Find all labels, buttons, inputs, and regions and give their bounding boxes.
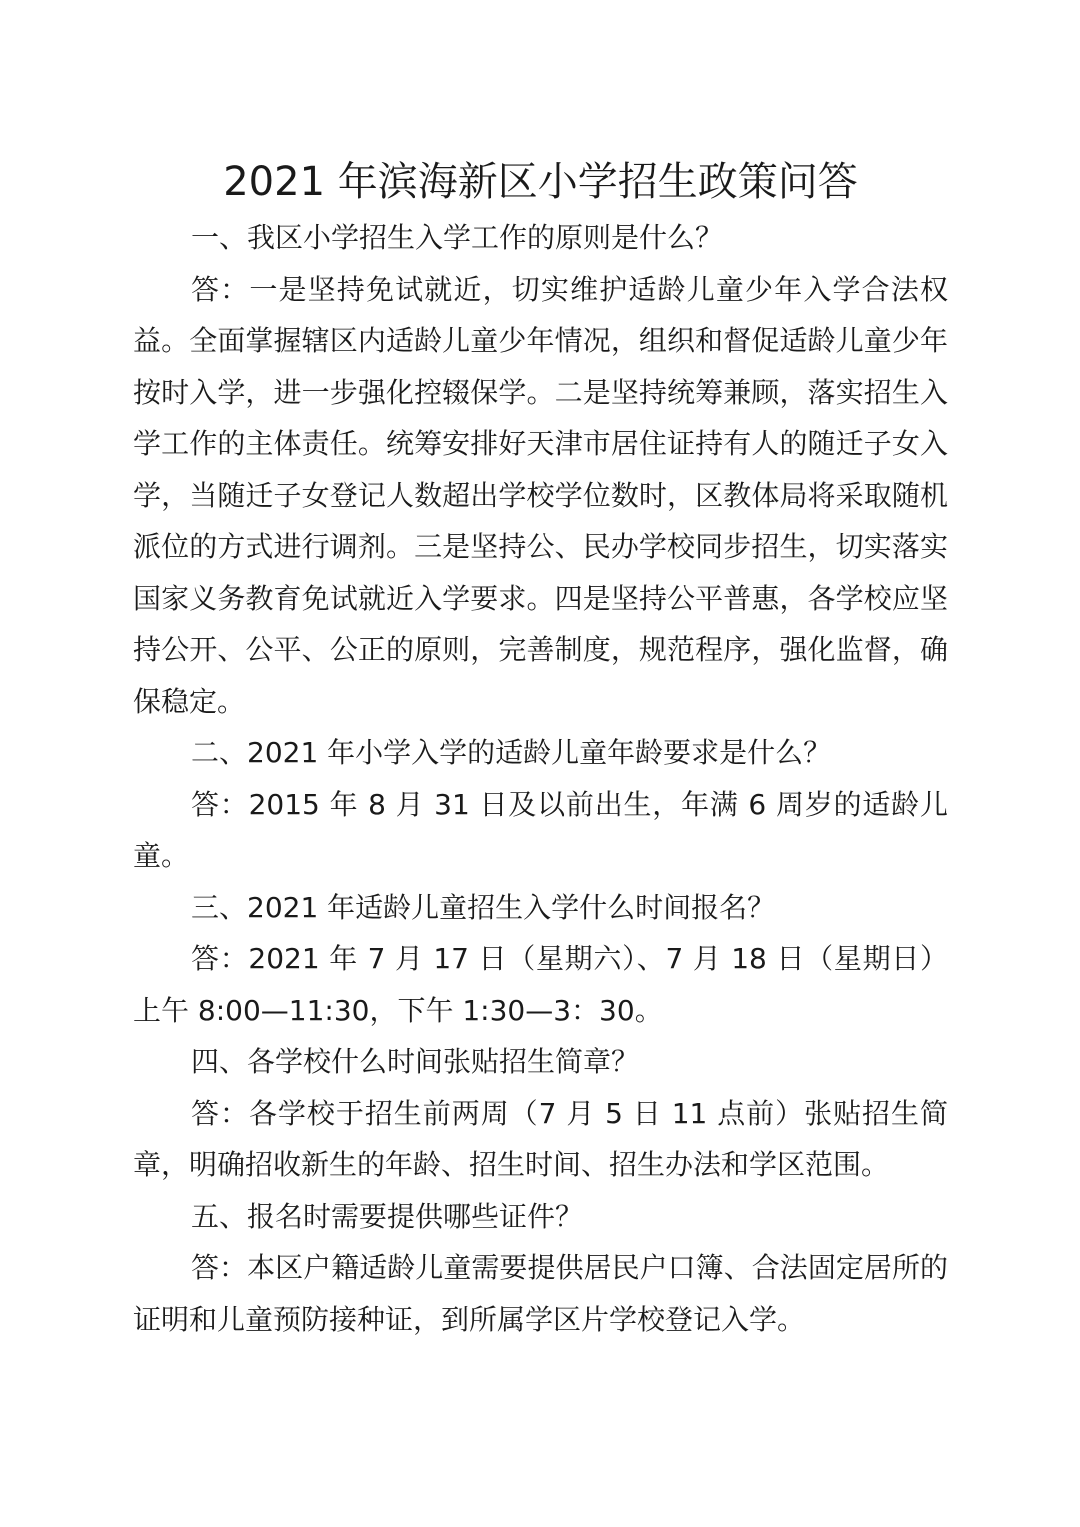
question-4: 四、各学校什么时间张贴招生简章？: [191, 1045, 640, 1078]
answer-3: 答：2021 年 7 月 17 日（星期六）、7 月 18 日（星期日）上午 8:00—11:30，下午 1:30—3：30。: [133, 942, 948, 1027]
answer-5: 答：本区户籍适龄儿童需要提供居民户口簿、合法固定居所的证明和儿童预防接种证，到所属学区片学校登记入学。: [133, 1251, 948, 1336]
question-1: 一、我区小学招生入学工作的原则是什么？: [191, 221, 724, 254]
question-3: 三、2021 年适龄儿童招生入学什么时间报名？: [191, 890, 776, 924]
document-page: [133, 152, 948, 1345]
document-title: 2021 年滨海新区小学招生政策问答: [223, 159, 858, 205]
answer-1: 答：一是坚持免试就近，切实维护适龄儿童少年入学合法权益。全面掌握辖区内适龄儿童少年情况，组织和督促适龄儿童少年按时入学，进一步强化控辍保学。二是坚持统筹兼顾，落实招生入学工作的主体责任。统筹安排好天津市居住证持有人的随迁子女入学，当随迁子女登记人数超出学校学位数时，区教体局将采取随机派位的方式进行调剂。三是坚持公、民办学校同步招生，切实落实国家义务教育免试就近入学要求。四是坚持公平普惠，各学校应坚持公开、公平、公正的原则，完善制度，规范程序，强化监督，确保稳定。: [133, 272, 948, 718]
question-2: 二、2021 年小学入学的适龄儿童年龄要求是什么？: [191, 736, 832, 769]
answer-4: 答：各学校于招生前两周（7 月 5 日 11 点前）张贴招生简章，明确招收新生的年龄、招生时间、招生办法和学区范围。: [133, 1096, 948, 1181]
answer-2: 答：2015 年 8 月 31 日及以前出生，年满 6 周岁的适龄儿童。: [133, 787, 948, 872]
question-5: 五、报名时需要提供哪些证件？: [191, 1199, 584, 1233]
